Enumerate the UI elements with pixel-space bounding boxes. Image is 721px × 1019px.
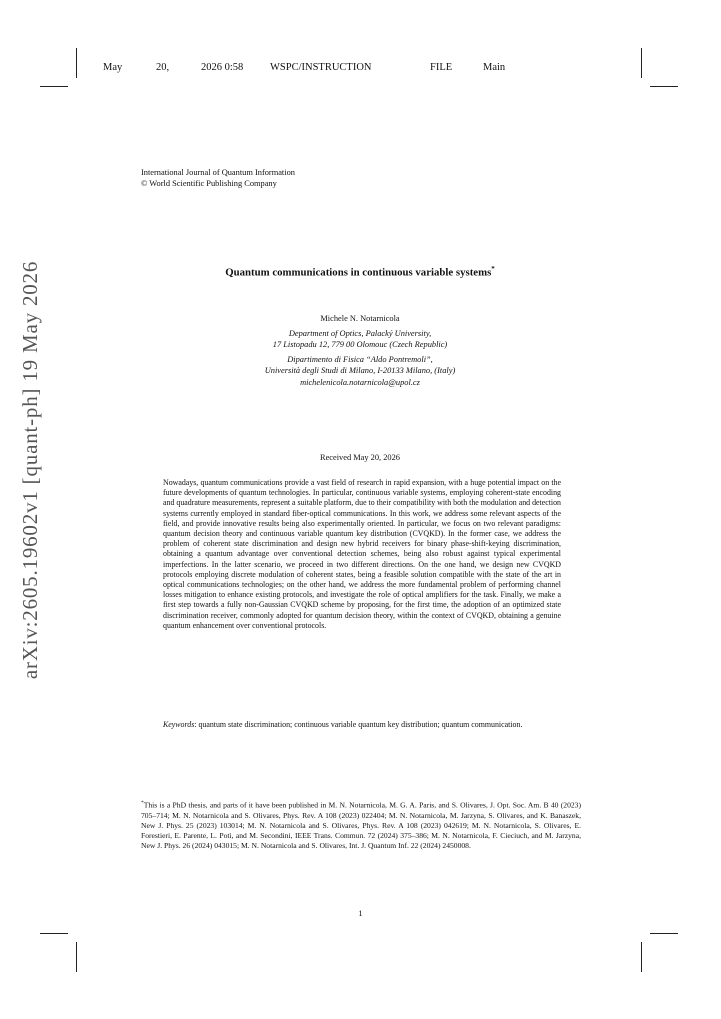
header-style: WSPC/INSTRUCTION xyxy=(270,62,372,73)
crop-mark-tl-v xyxy=(76,48,77,78)
crop-mark-tl-h xyxy=(40,86,68,87)
footnote-mark: * xyxy=(141,800,144,806)
author-name: Michele N. Notarnicola xyxy=(320,314,400,323)
journal-name: International Journal of Quantum Information xyxy=(141,168,295,177)
title-footnote xyxy=(141,798,581,851)
journal-info xyxy=(141,167,295,189)
header-day: 20, xyxy=(156,62,170,73)
keywords-label: Keywords xyxy=(163,720,195,729)
affiliation-line: Dipartimento di Fisica “Aldo Pontremoli”, xyxy=(287,354,433,364)
page-number: 1 xyxy=(358,909,363,918)
author-email: michelenicola.notarnicola@upol.cz xyxy=(300,377,420,387)
journal-publisher: © World Scientific Publishing Company xyxy=(141,179,277,188)
received-date: Received May 20, 2026 xyxy=(319,453,400,462)
footnote-text: This is a PhD thesis, and parts of it have been published in M. N. Notarnicola, M. G. A. Paris, and S. Olivares, J. Opt. Soc. Am. B 40 (2023) 705–714; M. N. Notarnicola and S. Olivares, Phys. Rev. A 108 (2023) 022404; M. N. Notarnicola, M. Jarzyna, S. Olivares, and K. Banaszek, New J. Phys. 25 (2023) 103014; M. N. Notarnicola and S. Olivares, Phys. Rev. A 108 (2023) 042619; M. N. Notarnicola, S. Olivares, E. Forestieri, E. Parente, L. Potì, and M. Secondini, IEEE Trans. Commun. 72 (2024) 375–386; M. N. Notarnicola, F. Cieciuch, and M. Jarzyna, New J. Phys. 26 (2024) 043015; M. N. Notarnicola and S. Olivares, Int. J. Quantum Inf. 22 (2024) 2450008. xyxy=(141,800,581,850)
crop-mark-bl-h xyxy=(40,933,68,934)
crop-mark-tr-h xyxy=(650,86,678,87)
crop-mark-tr-v xyxy=(641,48,642,78)
title-footnote-mark: * xyxy=(491,265,495,273)
affiliation-line: Università degli Studi di Milano, I-20133 Milano, (Italy) xyxy=(264,366,456,376)
header-month: May xyxy=(103,62,123,73)
header-year-time: 2026 0:58 xyxy=(201,62,244,73)
author-block xyxy=(140,313,580,389)
keywords-text: : quantum state discrimination; continuous variable quantum key distribution; quantum communication. xyxy=(194,720,523,729)
crop-mark-br-v xyxy=(641,942,642,972)
paper-title xyxy=(140,265,580,279)
paper-title-text: Quantum communications in continuous variable systems xyxy=(225,266,492,279)
affiliation-line: Department of Optics, Palacký University, xyxy=(288,328,432,338)
abstract: Nowadays, quantum communications provide a vast field of research in rapid expansion, with a huge potential impact on the future developments of quantum technologies. In particular, continuous variable systems, employing coherent-state encoding and quadrature measurements, represent a suitable platform, due to their compatibility with both the modulation and detection systems currently employed in standard fiber-optical communications. In this work, we address some relevant aspects of the field, and provide innovative results being also experimentally oriented. In particular, we focus on two relevant paradigms: quantum decision theory and continuous variable quantum key distribution (CVQKD). In the former case, we address the problem of coherent state discrimination and design new hybrid receivers for binary phase-shift-keying discrimination, obtaining a quantum advantage over conventional detection schemes, being also robust against typical experimental imperfections. In the latter scenario, we proceed in two different directions. On the one hand, we design new CVQKD protocols employing discrete modulation of coherent states, being a feasible solution compatible with the state of the art in optical communications technologies; on the other hand, we address the more fundamental problem of performing channel losses mitigation to enhance existing protocols, and investigate the role of optical amplifiers for the task. Finally, we make a first step towards a fully non-Gaussian CVQKD scheme by proposing, for the first time, the adoption of an optimized state discrimination receiver, commonly adopted for quantum decision theory, within the context of CVQKD, obtaining a genuine quantum enhancement over conventional protocols. xyxy=(163,478,561,630)
header-file: FILE xyxy=(430,62,453,73)
arxiv-identifier: arXiv:2605.19602v1 [quant-ph] 19 May 2026 xyxy=(18,260,42,680)
crop-mark-bl-v xyxy=(76,942,77,972)
header-main: Main xyxy=(483,62,506,73)
affiliation-line: 17 Listopadu 12, 779 00 Olomouc (Czech Republic) xyxy=(272,340,448,350)
keywords xyxy=(163,720,561,730)
crop-mark-br-h xyxy=(650,933,678,934)
